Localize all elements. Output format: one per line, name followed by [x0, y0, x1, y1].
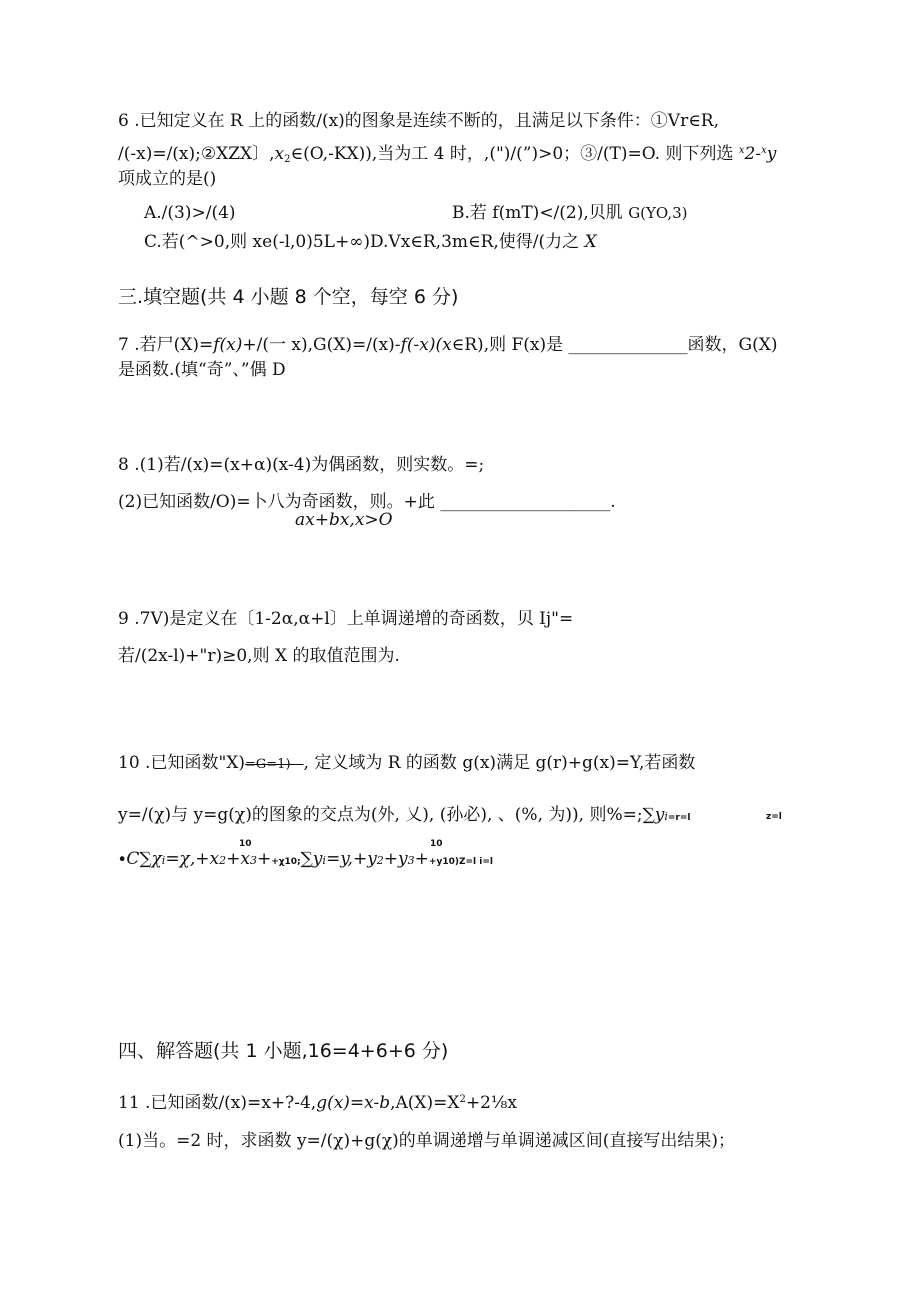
- q11-line-1-a: 11 .已知函数/(x)=x+?-4,: [118, 1093, 317, 1113]
- q7-line-1-a: 7 .若尸(X)=: [118, 335, 214, 355]
- q6-option-cd-a: C.若(^>0,则 xe(-l,0)5L+∞)D.Vx∈R,3m∈R,使得/(力之: [144, 232, 585, 252]
- q8-line-2: (2)已知函数/O)=卜八为奇函数，则。+此 ____________________.: [118, 492, 616, 512]
- q10-line-1-a: 10 .已知函数"X): [118, 753, 245, 773]
- q10-line-3-i: ∑y: [300, 849, 323, 869]
- q11-line-1-d: 2: [459, 1094, 466, 1105]
- q7-line-1: [118, 335, 778, 355]
- q6-option-b-a: B.若 f(mT)</(2),贝肌: [452, 203, 629, 223]
- q7-line-1-c: +/(一 x),G(X)=/(x)-: [242, 335, 401, 355]
- q10-line-3-top-1: 10: [239, 839, 252, 849]
- q6-line-2-g: y: [766, 144, 777, 164]
- q7-line-1-d: f(-x)(x: [400, 335, 452, 355]
- q10-line-3: [118, 849, 493, 869]
- q10-line-3-j: i: [322, 854, 326, 867]
- q10-line-2-text: y=/(χ)与 y=g(χ)的图象的交点为(外, 乂), (孙必), 、(%, 为)), 则%=;: [118, 805, 643, 825]
- q10-line-1: [118, 753, 695, 773]
- q10-line-3-m: +y: [383, 849, 408, 869]
- q11-line-1-c: ,A(X)=X: [390, 1093, 460, 1113]
- q11-line-1-e: +2⅛x: [465, 1093, 517, 1113]
- q6-option-cd-b: X: [584, 232, 597, 252]
- q6-option-cd: [144, 232, 597, 252]
- q6-line-3: 项成立的是(): [118, 169, 217, 189]
- q7-line-1-b: f(x): [213, 335, 243, 355]
- q10-line-3-a: ∙C∑χ: [118, 849, 162, 869]
- q10-line-2-eq: =r=l: [667, 813, 691, 823]
- q6-line-2-a: /(-x)=/(x);②XZX〕,: [118, 144, 275, 164]
- q6-line-2-e: 2-: [744, 144, 762, 164]
- q6-line-2-f: x: [761, 145, 767, 156]
- q10-line-3-top-2: 10: [430, 839, 443, 849]
- q6-option-b: [452, 203, 688, 223]
- q6-line-2: [118, 144, 776, 164]
- q10-line-3-b: i: [161, 854, 166, 867]
- q9-line-2: 若/(2x-l)+"r)≥0,则 X 的取值范围为.: [118, 646, 400, 666]
- q6-option-b-b: G(YO,3): [628, 204, 688, 222]
- q6-line-2-b: x: [274, 144, 285, 164]
- q7-line-2: 是函数.(填“奇”、”偶 D: [118, 360, 286, 380]
- q10-line-3-d: 2: [219, 854, 227, 867]
- q10-line-3-g: +: [256, 849, 272, 869]
- q10-line-2-sum: ∑y: [642, 805, 665, 825]
- q10-line-3-f: 3: [249, 854, 257, 867]
- q11-line-2: (1)当。=2 时，求函数 y=/(χ)+g(χ)的单调递增与单调递减区间(直接写出结果)；: [118, 1131, 736, 1151]
- section-4-title: 四、解答题(共 1 小题,16=4+6+6 分): [118, 1040, 449, 1062]
- q11-line-1: [118, 1093, 517, 1113]
- q10-line-3-e: +x: [226, 849, 250, 869]
- q10-line-1-b: =G=1)—: [245, 757, 304, 772]
- q7-line-1-e: ∈R),则 F(x)是 ______________函数，G(X): [451, 335, 778, 355]
- q6-line-2-d: x: [738, 145, 745, 156]
- q10-line-1-c: , 定义域为 R 的函数 g(x)满足 g(r)+g(x)=Y,若函数: [303, 753, 696, 773]
- q10-line-3-k: =y,+y: [325, 849, 377, 869]
- q10-line-3-n: 3: [407, 854, 415, 867]
- q10-line-2: [118, 805, 690, 825]
- q6-line-1: 6 .已知定义在 R 上的函数/(x)的图象是连续不断的，且满足以下条件：①Vr∈R,: [118, 111, 720, 131]
- q8-line-3: ax+bx,x>O: [295, 510, 393, 530]
- q10-line-3-h: +χ10;: [271, 857, 301, 867]
- section-3-title: 三.填空题(共 4 小题 8 个空，每空 6 分): [118, 286, 459, 308]
- q10-line-3-l: 2: [376, 854, 384, 867]
- q9-line-1: 9 .7V)是定义在〔1-2α,α+l〕上单调递增的奇函数，贝 Ij"=: [118, 609, 574, 629]
- q10-line-2-i: i: [664, 810, 668, 823]
- q8-line-1: 8 .(1)若/(x)=(x+α)(x-4)为偶函数，则实数。=;: [118, 455, 485, 475]
- q10-line-3-p: +y10)Z=l i=l: [428, 857, 493, 867]
- q10-line-2-z: z=l: [766, 812, 782, 822]
- q6-line-2-sub: 2: [284, 154, 291, 165]
- q11-line-1-b: g(x)=x-b: [316, 1093, 391, 1113]
- q6-option-a: A./(3)>/(4): [144, 203, 236, 223]
- q10-line-3-c: =χ,+x: [165, 849, 220, 869]
- q6-line-2-c: ∈(O,-KX)),当为工 4 时，,(")/(”)>0；③/(T)=O. 则下列选: [290, 144, 734, 164]
- q10-line-3-o: +: [414, 849, 429, 869]
